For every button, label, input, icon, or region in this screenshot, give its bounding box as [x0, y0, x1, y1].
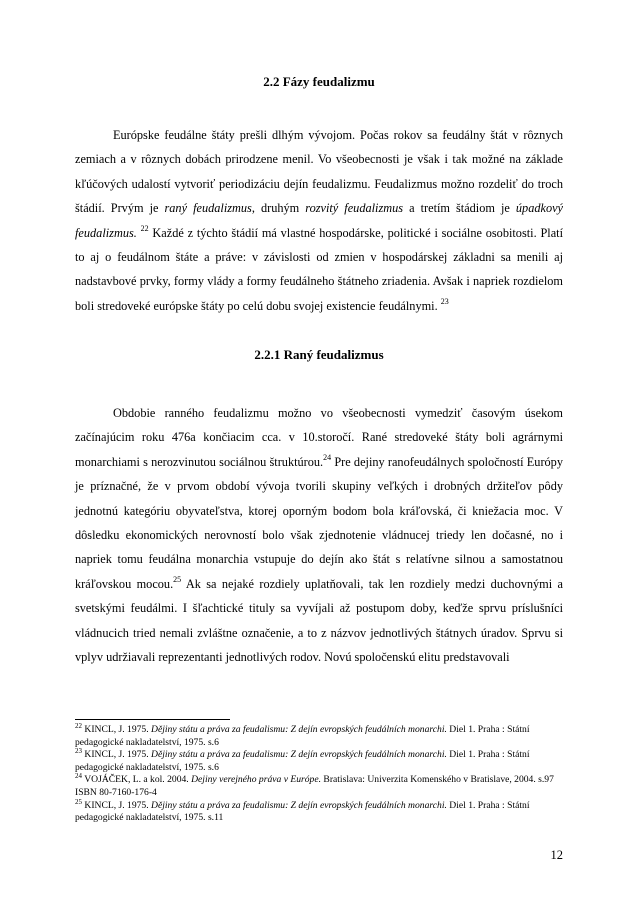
footnote-ref-24: 24 [323, 452, 332, 462]
text-run: Obdobie ranného feudalizmu možno vo všeobecnosti vymedziť časovým úsekom začínajúcim roku 476a končiacim cca. v 10.storočí. Rané stredoveké štáty boli agrárnymi monarchiami s nerozvinutou sociálnou štruktúrou. [75, 406, 563, 469]
footnote-author: KINCL, J. 1975. [84, 724, 152, 735]
text-run: Ak sa nejaké rozdiely uplatňovali, tak len rozdiely medzi duchovnými a svetskými feudálmi. I šľachtické tituly sa vyvíjali až postupom doby, keďže sprvu príslušníci vládnucich tried nemali zvláštne označenie, a to z názvov jednotlivých štátnych úradov. Sprvu si vplyv udržiavali reprezentanti jednotlivých rodov. Novú spoločenskú elitu predstavovali [75, 576, 563, 665]
footnote-title: Dějiny státu a práva za feudalismu: Z dejín evropských feudálních monarchi. [151, 749, 447, 761]
footnote-publisher: Bratislava: Univerzita Komenského v Bratislave, 2004. s.97 ISBN 80-7160-176-4 [75, 774, 554, 798]
footnote-number: 22 [75, 722, 82, 730]
footnote-publisher: Diel 1. Praha : Státní pedagogické nakladatelství, 1975. s.6 [75, 724, 530, 748]
footnote-25 [75, 797, 575, 825]
footnote-separator [75, 719, 230, 720]
text-run: Každé z týchto štádií má vlastné hospodárske, politické i sociálne osobitosti. Platí to aj o feudálnom štáte a práve: v závislosti od zmien v hospodárskej základni sa menili aj nadstavbové prvky, formy vlády a formy feudálneho štátneho zriadenia. Avšak i napriek rozdielom boli stredoveké európske štáty po celú dobu svojej existencie feudálnymi. [75, 225, 563, 313]
text-run: a tretím štádiom je [403, 201, 516, 216]
footnote-author: KINCL, J. 1975. [84, 799, 152, 811]
footnote-24 [75, 774, 575, 799]
paragraph-early-feudalism [75, 401, 563, 669]
footnotes [75, 724, 575, 825]
paragraph-phases [75, 123, 563, 318]
section-heading: 2.2 Fázy feudalizmu [263, 74, 375, 89]
footnote-number: 23 [75, 747, 82, 756]
footnote-title: Dějiny státu a práva za feudalismu: Z dejín evropských feudálních monarchi. [151, 724, 447, 735]
text-run: Pre dejiny ranofeudálnych spoločností Európy je príznačné, že v prvom období vývoja tvorili skupiny veľkých i drobných držiteľov pôdy jednotnú kategóriu obyvateľstva, ktorej oporným bodom bola kráľovská, či kniežacia moc. V dôsledku ekonomických nerovností bolo však zjednotenie vládnucej triedy len dočasné, no i napriek tomu feudálna monarchia vstupuje do dejín ako štát s relatívne silnou a samostatnou kráľovskou mocou. [75, 454, 563, 591]
page-number: 12 [550, 848, 563, 862]
footnote-number: 25 [75, 797, 82, 806]
footnote-publisher: Diel 1. Praha : Státní pedagogické nakladatelství, 1975. s.11 [75, 799, 530, 824]
emphasis-declining-feudalism: úpadkový feudalizmus. [75, 201, 564, 240]
footnote-publisher: Diel 1. Praha : Státní pedagogické nakladatelství, 1975. s.6 [75, 749, 530, 773]
subsection-heading: 2.2.1 Raný feudalizmus [254, 347, 384, 362]
footnote-author: KINCL, J. 1975. [84, 749, 152, 761]
footnote-ref-22: 22 [140, 223, 149, 233]
footnote-22 [75, 724, 575, 749]
footnote-number: 24 [75, 772, 82, 781]
footnote-ref-25: 25 [173, 574, 182, 584]
footnote-title: Dějiny státu a práva za feudalismu: Z dejín evropských feudálních monarchi. [151, 799, 447, 811]
emphasis-developed-feudalism: rozvitý feudalizmus [305, 201, 404, 216]
text-run: Európske feudálne štáty prešli dlhým vývojom. Počas rokov sa feudálny štát v rôznych zemiach a v rôznych dobách prirodzene menil. Vo všeobecnosti je však i tak možné na základe kľúčových udalostí vytvoriť periodizáciu dejín feudalizmu. Feudalizmus možno rozdeliť do troch štádií. Prvým je [75, 128, 563, 216]
text-run: , druhým [251, 201, 306, 216]
footnote-author: VOJÁČEK, L. a kol. 2004. [84, 774, 192, 786]
footnote-ref-23: 23 [440, 296, 449, 306]
footnote-23 [75, 749, 575, 774]
emphasis-early-feudalism: raný feudalizmus [164, 201, 252, 216]
footnote-title: Dejiny verejného práva v Európe. [191, 774, 322, 786]
